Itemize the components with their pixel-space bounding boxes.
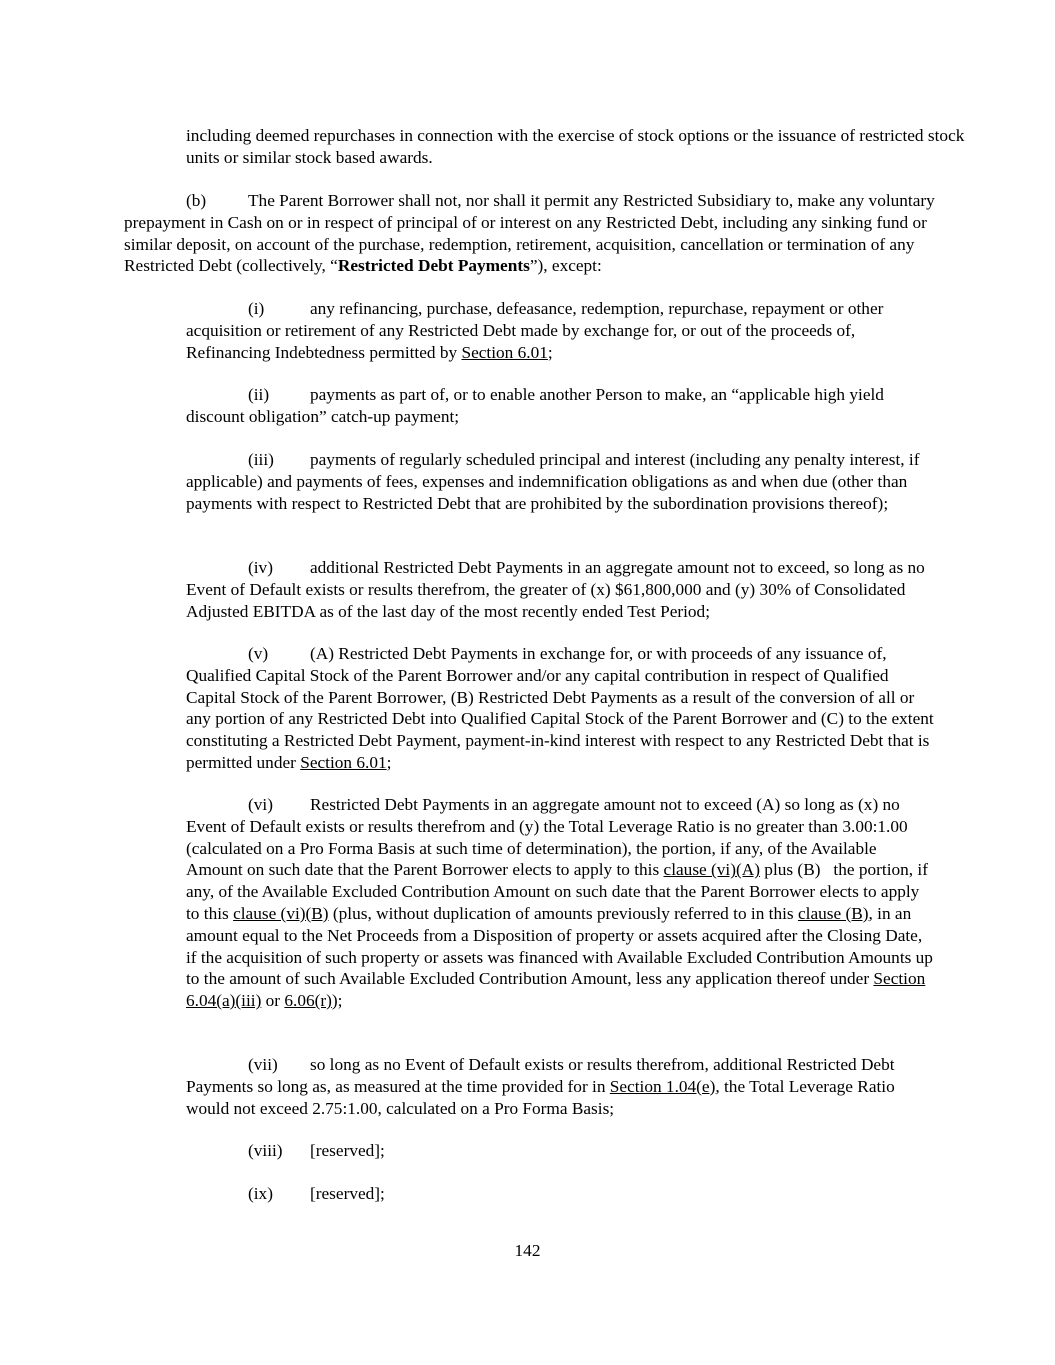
clause-ii: (ii) payments as part of, or to enable another Person to make, an “applicable high yield discount obligation” catch-up payment; [186, 385, 884, 426]
clause-number: (iii) [248, 450, 274, 469]
clause-reference[interactable]: clause (vi)(B) [233, 903, 329, 923]
clause-number: (iv) [248, 558, 273, 577]
clause-number: (v) [248, 644, 269, 663]
clause-number: (viii) [248, 1141, 283, 1160]
clause-vii: (vii) so long as no Event of Default exists or results therefrom, additional Restricted Debt Payments so long as, as measured at the time provided for in Section 1.04(e), the Total Leverage Ratio would not exceed 2.75:1.00, calculated on a Pro Forma Basis; [186, 1055, 895, 1118]
clause-number: (vii) [248, 1055, 278, 1074]
clause-iii: (iii) payments of regularly scheduled principal and interest (including any penalty interest, if applicable) and payments of fees, expenses and indemnification obligations as and when due (other than payments with respect to Restricted Debt that are prohibited by the subordination provisions thereof); [186, 450, 920, 513]
paragraph-b: (b) The Parent Borrower shall not, nor shall it permit any Restricted Subsidiary to, make any voluntary prepayment in Cash on or in respect of principal of or interest on any Restricted Debt, including any sinking fund or similar deposit, on account of the purchase, redemption, retirement, acquisition, cancellation or termination of any Restricted Debt (collectively, “Restricted Debt Payments”), except: [124, 191, 935, 276]
clause-number: (ix) [248, 1184, 273, 1203]
clause-ix: (ix) [reserved]; [248, 1184, 385, 1203]
clause-reference[interactable]: clause (B) [797, 903, 869, 923]
clause-number: (ii) [248, 385, 270, 404]
paragraph-number: (b) [186, 191, 207, 210]
section-reference[interactable]: 6.06(r) [284, 991, 332, 1011]
clause-vi: (vi) Restricted Debt Payments in an aggregate amount not to exceed (A) so long as (x) no Event of Default exists or results therefrom and (y) the Total Leverage Ratio is no greater than 3.00:1.00 (calculated on a Pro Forma Basis at such time of determination), the portion, if any, of the Available Amount on such date that the Parent Borrower elects to apply to this clause (vi)(A) plus (B) the portion, if any, of the Available Excluded Contribution Amount on such date that the Parent Borrower elects to apply to this clause (vi)(B) (plus, without duplication of amounts previously referred to in this clause (B), in an amount equal to the Net Proceeds from a Disposition of property or assets acquired after the Closing Date, if the acquisition of such property or assets was financed with Available Excluded Contribution Amounts up to the amount of such Available Excluded Contribution Amount, less any application thereof under Section 6.04(a)(iii) or 6.06(r)); [186, 795, 933, 1011]
section-reference[interactable]: Section 1.04(e) [609, 1076, 716, 1096]
clause-number: (i) [248, 299, 265, 318]
clause-reference[interactable]: clause (vi)(A) [663, 860, 760, 880]
page-number: 142 [514, 1241, 541, 1260]
clause-v: (v) (A) Restricted Debt Payments in exchange for, or with proceeds of any issuance of, Qualified Capital Stock of the Parent Borrower and/or any capital contribution in respect of Qualified Capital Stock of the Parent Borrower, (B) Restricted Debt Payments as a result of the conversion of all or any portion of any Restricted Debt into Qualified Capital Stock of the Parent Borrower and (C) to the extent constituting a Restricted Debt Payment, payment-in-kind interest with respect to any Restricted Debt that is permitted under Section 6.01; [186, 644, 934, 772]
defined-term: Restricted Debt Payments [337, 256, 530, 276]
clause-number: (vi) [248, 795, 273, 814]
section-reference[interactable]: Section 6.01 [461, 342, 548, 362]
intro-paragraph: including deemed repurchases in connection with the exercise of stock options or the issuance of restricted stock units or similar stock based awards. [186, 126, 965, 167]
clause-i-text: (i) any refinancing, purchase, defeasance, redemption, repurchase, repayment or other acquisition or retirement of any Restricted Debt made by exchange for, or out of the proceeds of, Refinancing Indebtedness permitted by Section 6.01; [186, 299, 884, 362]
clause-iv: (iv) additional Restricted Debt Payments in an aggregate amount not to exceed, so long as no Event of Default exists or results therefrom, the greater of (x) $61,800,000 and (y) 30% of Consolidated Adjusted EBITDA as of the last day of the most recently ended Test Period; [186, 558, 925, 621]
section-reference[interactable]: Section 6.01 [300, 752, 387, 772]
section-reference[interactable]: Section 6.04(a)(iii) [186, 969, 926, 1011]
clause-viii: (viii) [reserved]; [248, 1141, 385, 1160]
